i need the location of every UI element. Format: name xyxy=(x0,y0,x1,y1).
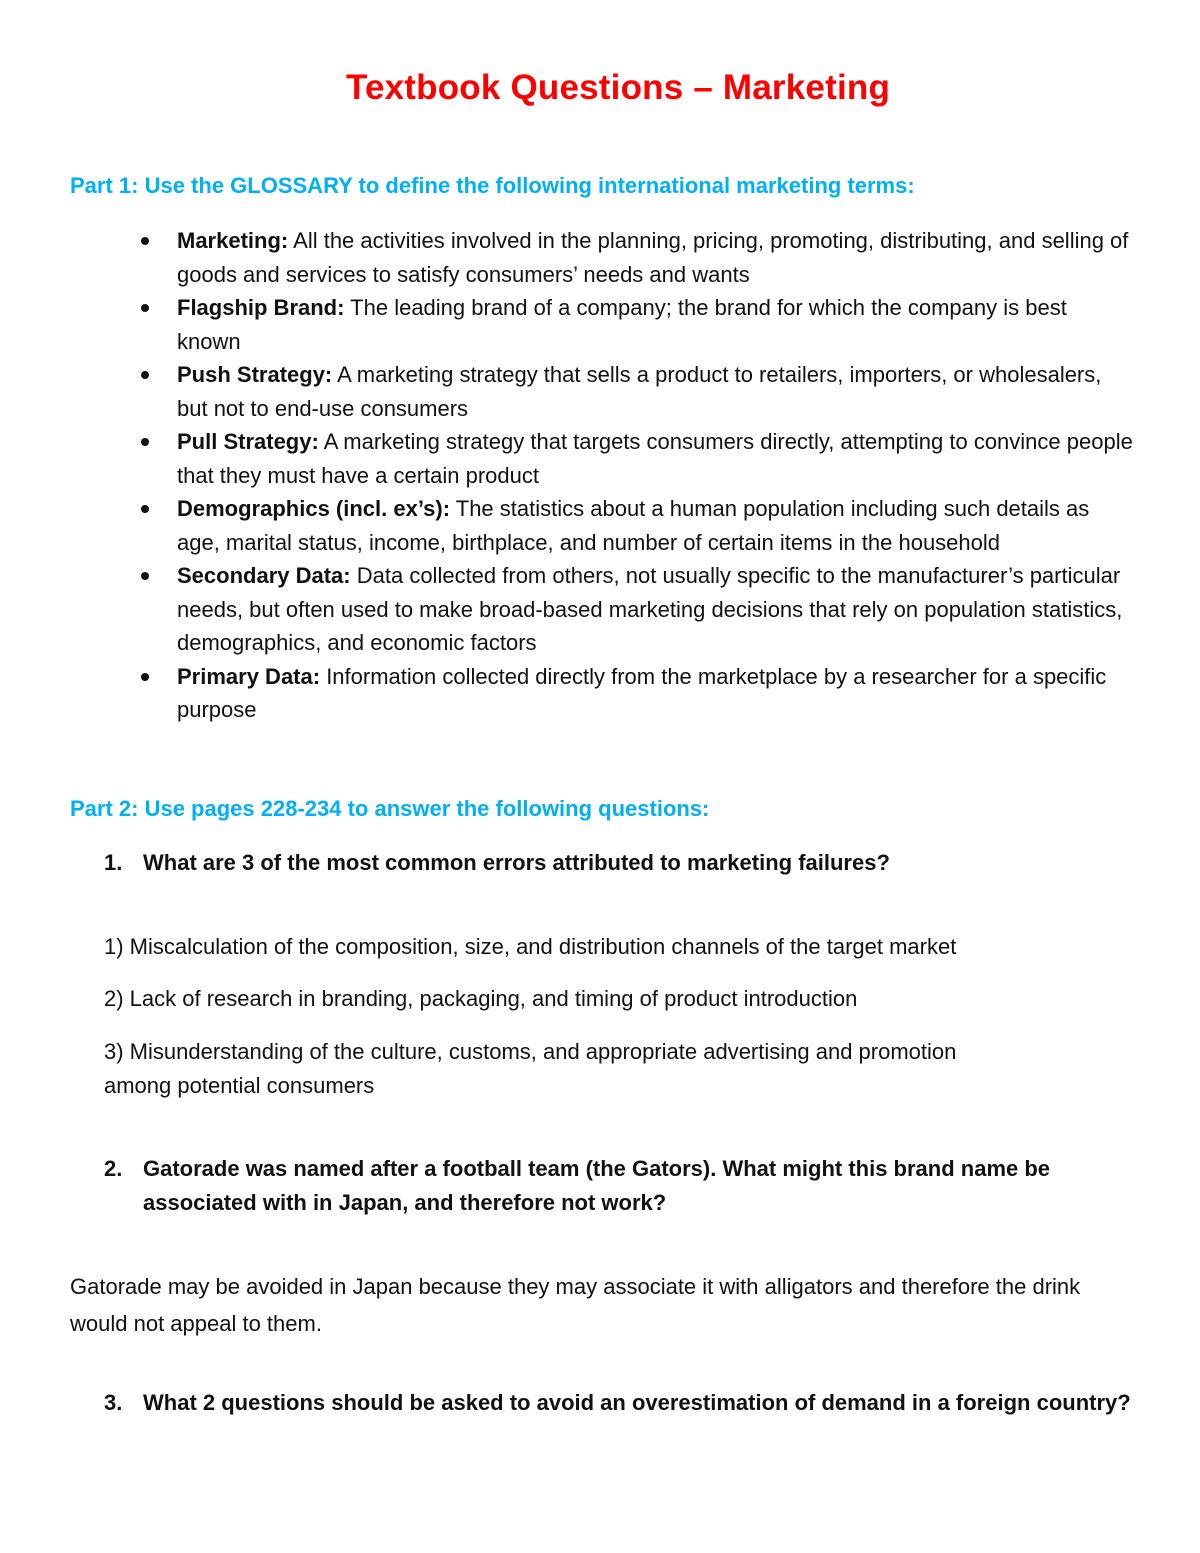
question-number: 3. xyxy=(104,1390,123,1415)
document-title: Textbook Questions – Marketing xyxy=(345,68,891,107)
question-text: What 2 questions should be asked to avoid an overestimation of demand in a foreign country? xyxy=(143,1390,1131,1415)
bullet-icon xyxy=(141,438,149,446)
bullet-icon xyxy=(141,237,149,245)
bullet-icon xyxy=(141,572,149,580)
glossary-item-primary-data xyxy=(135,660,1135,727)
answer-1-item-3: 3) Misunderstanding of the culture, customs, and appropriate advertising and promotion xyxy=(104,1039,957,1064)
glossary-term: Flagship Brand: xyxy=(177,295,345,320)
bullet-icon xyxy=(141,304,149,312)
glossary-item-pull-strategy xyxy=(135,425,1135,492)
glossary-term: Demographics (incl. ex’s): xyxy=(177,496,451,521)
glossary-item-push-strategy xyxy=(135,358,1135,425)
glossary-definition: Information collected directly from the marketplace by a researcher for a specific purpose xyxy=(177,663,1107,722)
glossary-definition: All the activities involved in the planning, pricing, promoting, distributing, and selling of goods and services to satisfy consumers’ needs and wants xyxy=(177,228,1129,287)
part2-heading: Part 2: Use pages 228-234 to answer the following questions: xyxy=(70,796,710,821)
glossary-term: Secondary Data: xyxy=(177,563,351,588)
answer-1-item-3-continued: among potential consumers xyxy=(104,1073,375,1098)
question-2 xyxy=(104,1152,1134,1220)
glossary-term: Marketing: xyxy=(177,228,289,253)
answer-1-item-2: 2) Lack of research in branding, packaging, and timing of product introduction xyxy=(104,986,858,1011)
part1-heading: Part 1: Use the GLOSSARY to define the following international marketing terms: xyxy=(70,173,915,198)
bullet-icon xyxy=(141,673,149,681)
glossary-definition: Data collected from others, not usually specific to the manufacturer’s particular needs, but often used to make broad-based marketing decisions that rely on population statistics, demographics, and economic factors xyxy=(177,563,1123,655)
glossary-definition: The leading brand of a company; the brand for which the company is best known xyxy=(177,295,1067,354)
question-number: 2. xyxy=(104,1156,123,1181)
glossary-definition: The statistics about a human population including such details as age, marital status, income, birthplace, and number of certain items in the household xyxy=(177,496,1090,555)
question-1 xyxy=(104,846,1134,880)
glossary-definition: A marketing strategy that targets consumers directly, attempting to convince people that they must have a certain product xyxy=(177,429,1133,488)
bullet-icon xyxy=(141,505,149,513)
question-number: 1. xyxy=(104,850,123,875)
glossary-definition: A marketing strategy that sells a product to retailers, importers, or wholesalers, but not to end-use consumers xyxy=(177,362,1102,421)
glossary-item-marketing xyxy=(135,224,1135,291)
bullet-icon xyxy=(141,371,149,379)
glossary-term: Push Strategy: xyxy=(177,362,333,387)
glossary-term: Primary Data: xyxy=(177,663,321,689)
question-text: What are 3 of the most common errors attributed to marketing failures? xyxy=(143,850,890,875)
glossary-list xyxy=(135,224,1135,727)
question-text: Gatorade was named after a football team (the Gators). What might this brand name be associated with in Japan, and therefore not work? xyxy=(143,1156,1051,1215)
answer-2: Gatorade may be avoided in Japan because they may associate it with alligators and therefore the drink would not appeal to them. xyxy=(70,1274,1081,1336)
glossary-term: Pull Strategy: xyxy=(177,429,319,454)
glossary-item-secondary-data xyxy=(135,559,1135,660)
glossary-item-flagship-brand xyxy=(135,291,1135,358)
answer-1-item-1: 1) Miscalculation of the composition, size, and distribution channels of the target market xyxy=(104,934,957,959)
glossary-item-demographics xyxy=(135,492,1135,559)
question-3 xyxy=(104,1386,1134,1420)
